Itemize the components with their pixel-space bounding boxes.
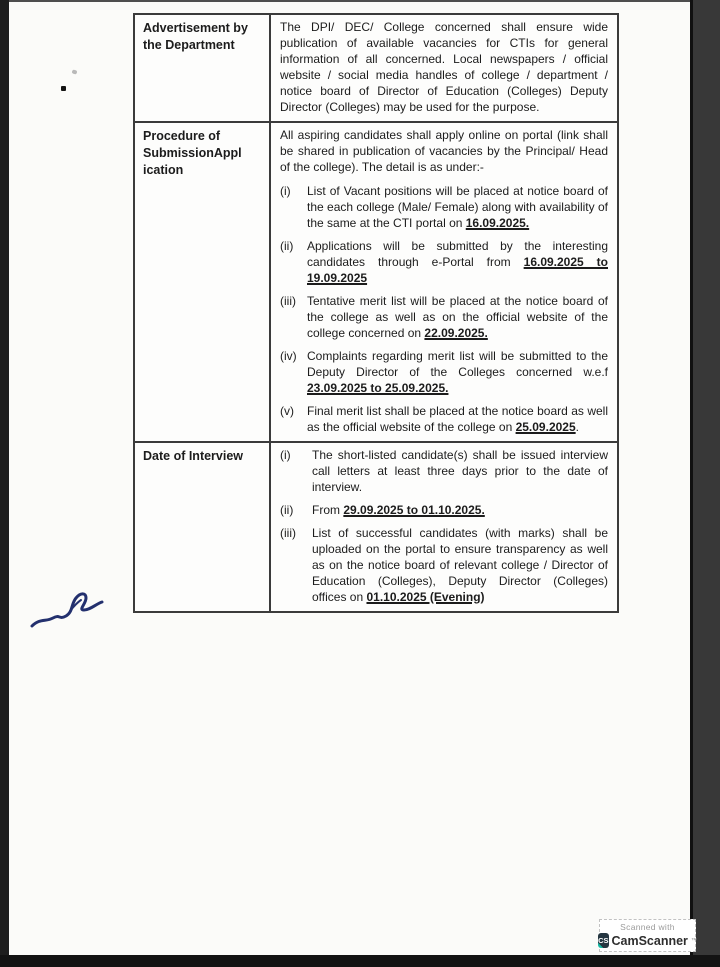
list-marker: (iii)	[280, 526, 296, 540]
list-item	[280, 447, 608, 495]
row-label-interview: Date of Interview	[134, 442, 270, 612]
table-row	[134, 14, 618, 122]
list-marker: (iii)	[280, 294, 296, 308]
highlighted-date: 22.09.2025.	[424, 326, 488, 340]
highlighted-date: 16.09.2025.	[465, 216, 530, 230]
highlighted-date: 25.09.2025	[515, 420, 576, 434]
trademark-symbol: ™	[690, 937, 697, 944]
table-row	[134, 122, 618, 442]
advertisement-paragraph: The DPI/ DEC/ College concerned shall ensure wide publication of available vacancies for CTIs for general information of all concerned. Local newspapers / official website / social media handles of college / department / notice board of Director of Education (Colleges) Deputy Director (Colleges) may be used for the purpose.	[280, 20, 608, 114]
list-marker: (i)	[280, 184, 291, 198]
procedure-intro: All aspiring candidates shall apply online on portal (link shall be shared in publication of vacancies by the Principal/ Head of the college). The detail is as under:-	[280, 128, 608, 174]
list-marker: (ii)	[280, 239, 294, 253]
highlighted-date: 16.09.2025 to 19.09.2025	[307, 255, 608, 285]
highlighted-date: 23.09.2025 to 25.09.2025.	[307, 381, 449, 395]
list-marker: (iv)	[280, 349, 297, 363]
list-item-text: List of Vacant positions will be placed at notice board of the each college (Male/ Female) along with availability of the same at the CTI portal on 16.09.2025.	[307, 184, 608, 230]
notification-schedule-table	[133, 13, 619, 613]
list-marker: (ii)	[280, 503, 294, 517]
row-body-advertisement	[270, 14, 618, 122]
highlighted-date: 01.10.2025 (Evening)	[366, 590, 485, 604]
list-item	[280, 238, 608, 286]
scan-edge-right	[690, 0, 720, 967]
list-item-text: From 29.09.2025 to 01.10.2025.	[312, 503, 485, 517]
list-item	[280, 525, 608, 605]
list-item	[280, 183, 608, 231]
list-item	[280, 293, 608, 341]
list-item-text: Complaints regarding merit list will be submitted to the Deputy Director of the Colleges concerned w.e.f 23.09.2025 to 25.09.2025.	[307, 349, 608, 395]
list-marker: (i)	[280, 448, 291, 462]
camscanner-watermark	[599, 919, 696, 952]
row-body-procedure	[270, 122, 618, 442]
row-label-advertisement: Advertisement by the Department	[134, 14, 270, 122]
scan-edge-left	[0, 0, 9, 967]
list-item-text: Final merit list shall be placed at the notice board as well as the official website of the college on 25.09.2025.	[307, 404, 608, 434]
handwritten-signature	[26, 576, 121, 638]
scan-edge-bottom	[0, 955, 720, 967]
table-row	[134, 442, 618, 612]
ink-speck	[71, 69, 77, 74]
ink-speck	[61, 86, 66, 91]
list-item	[280, 502, 608, 518]
camscanner-icon: CS	[598, 933, 608, 948]
camscanner-brand-name: CamScanner	[611, 933, 688, 948]
row-body-interview	[270, 442, 618, 612]
list-item	[280, 403, 608, 435]
scanned-with-label: Scanned with	[620, 922, 675, 932]
list-marker: (v)	[280, 404, 294, 418]
highlighted-date: 29.09.2025 to 01.10.2025.	[343, 503, 485, 517]
list-item-text: Tentative merit list will be placed at the notice board of the college as well as on the official website of the college concerned on 22.09.2025.	[307, 294, 608, 340]
list-item-text: List of successful candidates (with marks) shall be uploaded on the portal to ensure transparency as well as on the notice board of relevant college / Director of Education (Colleges), Deputy Director (Colleges) offices on 01.10.2025 (Evening)	[312, 526, 608, 604]
list-item-text: The short-listed candidate(s) shall be issued interview call letters at least three days prior to the date of interview.	[312, 448, 608, 494]
row-label-procedure: Procedure of SubmissionAppl ication	[134, 122, 270, 442]
list-item	[280, 348, 608, 396]
list-item-text: Applications will be submitted by the interesting candidates through e-Portal from 16.09.2025 to 19.09.2025	[307, 239, 608, 285]
camscanner-brand-row	[600, 933, 695, 948]
scan-edge-top	[0, 0, 720, 2]
